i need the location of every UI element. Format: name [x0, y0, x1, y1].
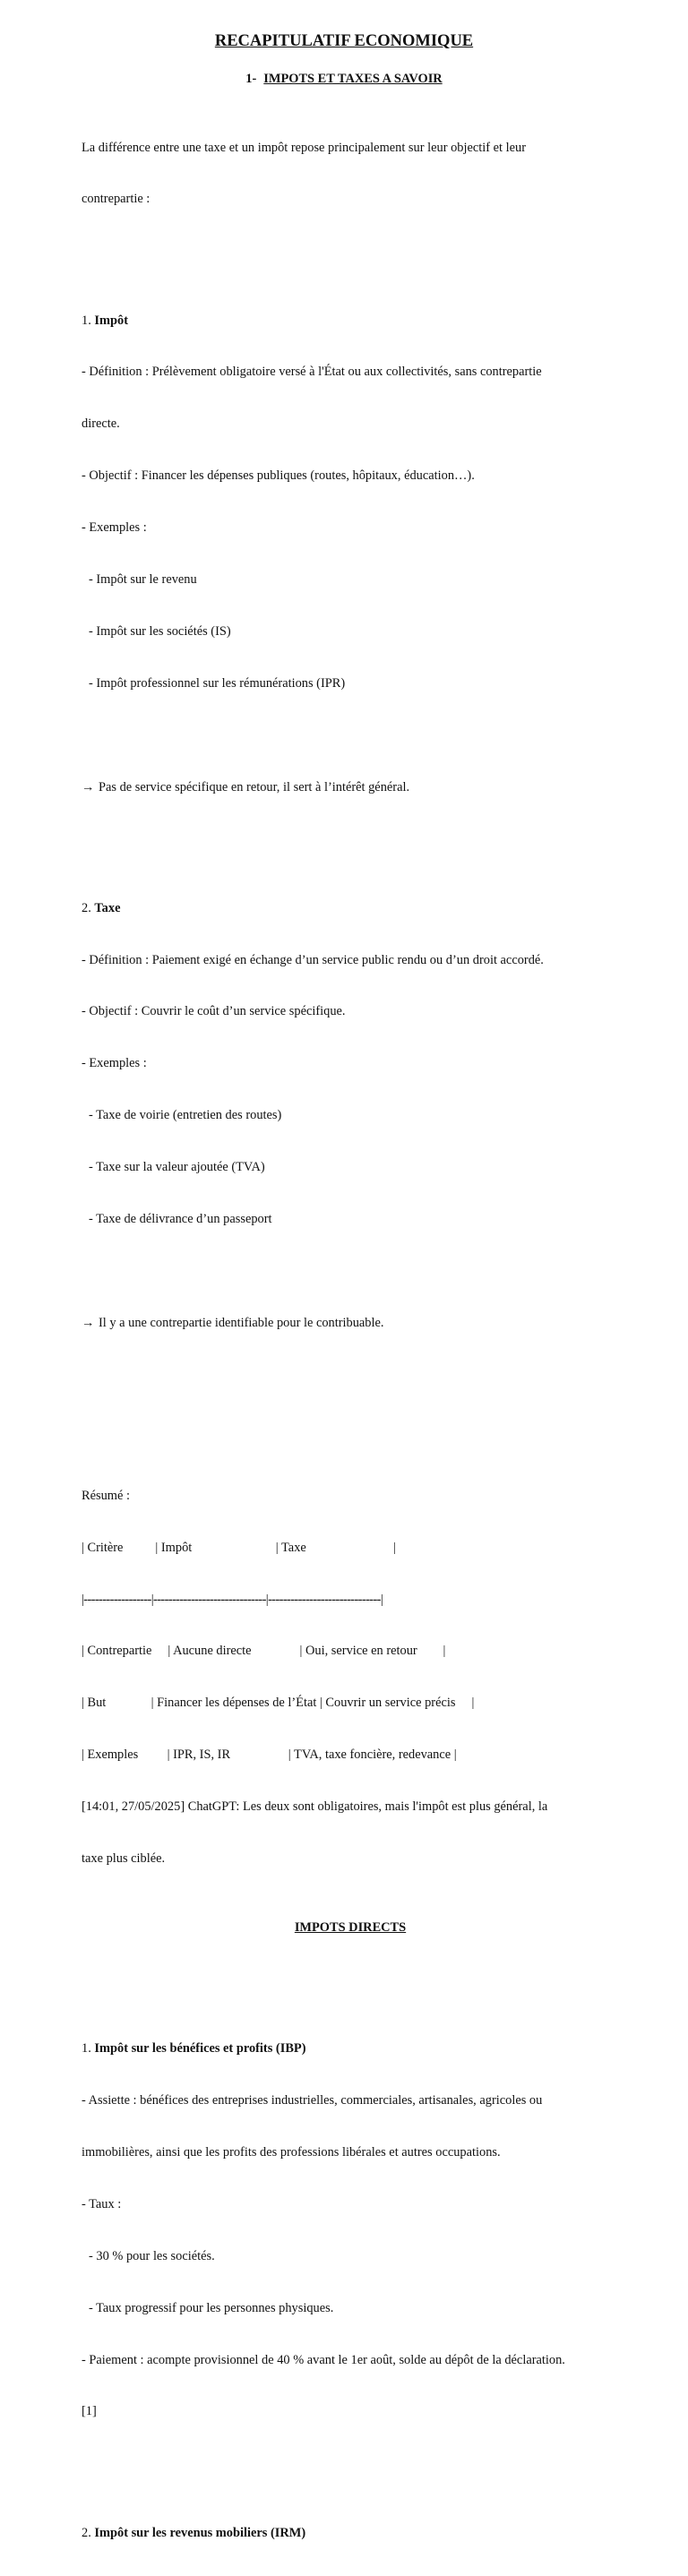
blank-line	[82, 243, 619, 260]
intro-line: contrepartie :	[82, 192, 150, 207]
impots-directs-title: IMPOTS DIRECTS	[294, 1920, 407, 1936]
impot-note	[82, 779, 619, 796]
resume-table-row: | Exemples | IPR, IS, IR | TVA, taxe foncière, redevance |	[82, 1747, 457, 1763]
impot-number: 1.	[82, 313, 91, 328]
impot-line: - Objectif : Financer les dépenses publiques (routes, hôpitaux, éducation…).	[82, 468, 475, 484]
arrow-right-icon: →	[82, 779, 95, 794]
impot-example: - Impôt professionnel sur les rémunérations (IPR)	[89, 675, 346, 691]
taxe-heading-label: Taxe	[94, 900, 121, 915]
impot-example: - Impôt sur le revenu	[89, 572, 197, 588]
chat-line: [14:01, 27/05/2025] ChatGPT: Les deux sont obligatoires, mais l'impôt est plus général, la	[82, 1799, 548, 1815]
ibp-rate: - 30 % pour les sociétés.	[89, 2248, 215, 2263]
ibp-rate: - Taux progressif pour les personnes physiques.	[89, 2300, 334, 2315]
taxe-number: 2.	[82, 900, 91, 915]
taxe-example: - Taxe de délivrance d’un passeport	[89, 1212, 272, 1226]
blank-line	[82, 1971, 619, 1988]
resume-table-row: | But | Financer les dépenses de l’État | Couvrir un service précis |	[82, 1696, 475, 1711]
ibp-heading	[82, 2040, 619, 2057]
ibp-line: - Assiette : bénéfices des entreprises industrielles, commerciales, artisanales, agricoles ou	[82, 2093, 543, 2108]
resume-table-row: | Contrepartie | Aucune directe | Oui, service en retour |	[82, 1644, 446, 1659]
taxe-example: - Taxe de voirie (entretien des routes)	[89, 1108, 282, 1123]
irm-number: 2.	[82, 2525, 91, 2540]
irm-heading-label: Impôt sur les revenus mobiliers (IRM)	[94, 2525, 306, 2540]
blank-line	[82, 830, 619, 847]
taxe-note-text: Il y a une contrepartie identifiable pour le contribuable.	[99, 1315, 384, 1330]
taxe-line: - Exemples :	[82, 1056, 147, 1071]
irm-heading	[82, 2525, 619, 2542]
impot-heading	[82, 313, 619, 330]
blank-line	[82, 1263, 619, 1280]
taxe-line: - Objectif : Couvrir le coût d’un service spécifique.	[82, 1004, 346, 1019]
section-1-label: IMPOTS ET TAXES A SAVOIR	[263, 72, 443, 86]
ibp-line: immobilières, ainsi que les profits des professions libérales et autres occupations.	[82, 2145, 501, 2160]
resume-table-row: | Critère | Impôt | Taxe |	[82, 1540, 396, 1555]
document-body	[82, 105, 619, 2576]
ibp-heading-label: Impôt sur les bénéfices et profits (IBP)	[94, 2041, 306, 2057]
blank-line	[82, 2455, 619, 2472]
blank-line	[82, 727, 619, 744]
resume-label: Résumé :	[82, 1488, 130, 1503]
section-1-number: 1-	[245, 72, 257, 86]
impot-example: - Impôt sur les sociétés (IS)	[89, 623, 231, 639]
blank-line	[82, 1419, 619, 1436]
impot-note-text: Pas de service spécifique en retour, il sert à l’intérêt général.	[99, 779, 410, 794]
blank-line	[82, 1367, 619, 1384]
taxe-note	[82, 1315, 619, 1332]
impot-line: directe.	[82, 416, 120, 432]
document-title: RECAPITULATIF ECONOMIQUE	[214, 32, 474, 50]
taxe-example: - Taxe sur la valeur ajoutée (TVA)	[89, 1160, 265, 1175]
arrow-right-icon: →	[82, 1315, 95, 1330]
ibp-payment: - Paiement : acompte provisionnel de 40 % avant le 1er août, solde au dépôt de la déclaration.	[82, 2352, 565, 2367]
chat-line: taxe plus ciblée.	[82, 1850, 166, 1866]
resume-table-row: |------------------|------------------------------|------------------------------|	[82, 1592, 383, 1607]
impot-heading-label: Impôt	[94, 313, 128, 328]
impot-line: - Exemples :	[82, 520, 147, 536]
taxe-heading	[82, 900, 619, 917]
ibp-number: 1.	[82, 2041, 91, 2057]
section-1-title	[0, 70, 688, 88]
ibp-ref: [1]	[82, 2404, 97, 2419]
taxe-line: - Définition : Paiement exigé en échange d’un service public rendu ou d’un droit accordé.	[82, 952, 544, 967]
intro-line: La différence entre une taxe et un impôt repose principalement sur leur objectif et leur	[82, 140, 526, 155]
impot-line: - Définition : Prélèvement obligatoire versé à l'État ou aux collectivités, sans contrepartie	[82, 365, 542, 380]
ibp-line: - Taux :	[82, 2196, 122, 2211]
